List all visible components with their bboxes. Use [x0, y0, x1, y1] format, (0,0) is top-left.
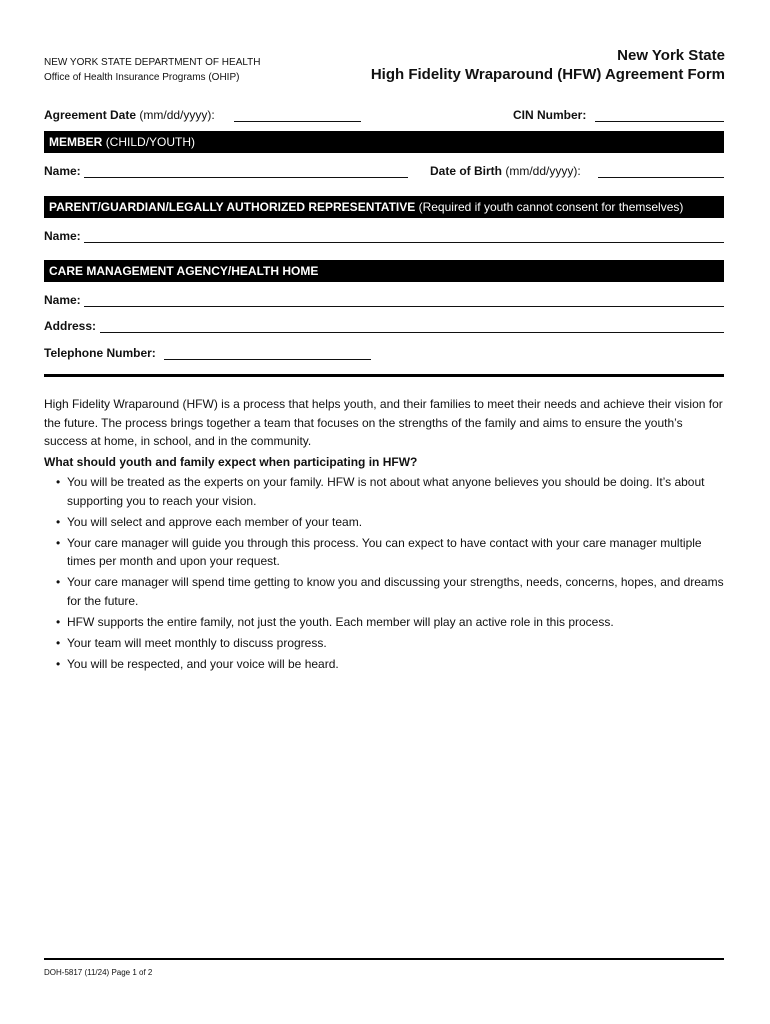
hfw-description [44, 395, 728, 676]
expectations-list [44, 473, 728, 673]
agreement-date-label: Agreement Date (mm/dd/yyyy): [44, 108, 215, 122]
member-name-label: Name: [44, 164, 81, 178]
member-name-field[interactable] [84, 176, 408, 178]
agency-address-row [44, 317, 724, 335]
member-row [44, 162, 724, 180]
list-item: • You will be treated as the experts on your family. HFW is not about what anyone believes you should be doing. It’s about supporting you to reach your vision. [56, 475, 705, 508]
department-name: NEW YORK STATE DEPARTMENT OF HEALTH [44, 57, 261, 68]
form-title-state: New York State [617, 47, 725, 64]
footer-divider [44, 958, 724, 960]
list-item: • Your team will meet monthly to discuss progress. [44, 634, 728, 653]
cin-number-field[interactable] [595, 120, 724, 122]
bullet-icon: • [56, 614, 61, 629]
form-title-name: High Fidelity Wraparound (HFW) Agreement Form [370, 66, 725, 83]
expectations-question: What should youth and family expect when participating in HFW? [44, 454, 418, 469]
list-item: • Your care manager will spend time getting to know you and discussing your strengths, needs, concerns, hopes, and dreams for the future. [56, 575, 724, 608]
bullet-icon: • [56, 656, 61, 671]
agency-name-row [44, 291, 724, 309]
list-item: • Your care manager will guide you through this process. You can expect to have contact with your care manager multiple times per month and upon your request. [56, 535, 702, 568]
agency-address-field[interactable] [100, 331, 724, 333]
cin-number-label: CIN Number: [513, 108, 587, 122]
list-item: • You will be respected, and your voice will be heard. [44, 655, 728, 674]
bullet-icon: • [56, 535, 61, 550]
office-name: Office of Health Insurance Programs (OHIP) [44, 72, 240, 83]
form-footer: DOH-5817 (11/24) Page 1 of 2 [44, 968, 153, 977]
list-item: • HFW supports the entire family, not just the youth. Each member will play an active role in this process. [44, 613, 728, 632]
agreement-date-row [44, 106, 724, 124]
agency-phone-field[interactable] [164, 358, 371, 360]
guardian-name-field[interactable] [84, 241, 724, 243]
bullet-icon: • [56, 514, 61, 529]
date-of-birth-label: Date of Birth (mm/dd/yyyy): [430, 164, 581, 178]
agency-name-field[interactable] [84, 305, 724, 307]
agency-phone-label: Telephone Number: [44, 346, 156, 360]
guardian-section-header: PARENT/GUARDIAN/LEGALLY AUTHORIZED REPRESENTATIVE (Required if youth cannot consent for themselves) [44, 196, 724, 218]
intro-paragraph: High Fidelity Wraparound (HFW) is a process that helps youth, and their families to meet their needs and achieve their vision for the future. The process brings together a team that focuses on the strengths of the family and aims to ensure the youth’s success at home, in school, and in the community. [44, 397, 723, 448]
form-title [371, 46, 725, 84]
bullet-icon: • [56, 575, 61, 589]
guardian-name-label: Name: [44, 229, 81, 243]
member-section-header: MEMBER (CHILD/YOUTH) [44, 131, 724, 153]
list-item: • You will select and approve each member of your team. [44, 513, 728, 532]
agency-address-label: Address: [44, 319, 97, 333]
agreement-date-field[interactable] [234, 120, 361, 122]
bullet-icon: • [56, 475, 61, 489]
date-of-birth-field[interactable] [598, 176, 724, 178]
agency-name-label: Name: [44, 293, 81, 307]
section-divider [44, 374, 724, 377]
bullet-icon: • [56, 635, 61, 650]
agency-phone-row [44, 344, 724, 362]
guardian-row [44, 227, 724, 245]
agency-section-header: CARE MANAGEMENT AGENCY/HEALTH HOME [44, 260, 724, 282]
department-header [44, 55, 261, 85]
